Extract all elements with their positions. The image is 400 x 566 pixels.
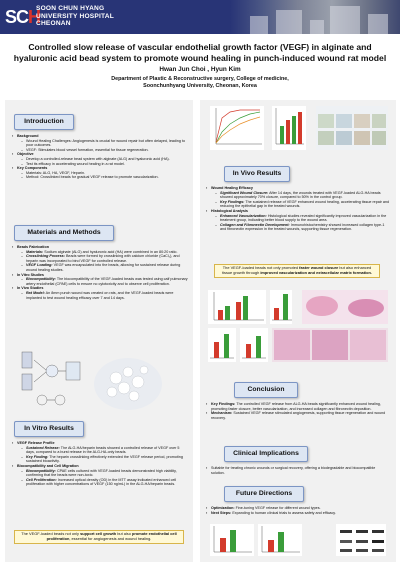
- conclusion-text: ▪ Key Findings: The controlled VEGF release from ALG-HA beads significantly enhanced wound healing, promoting faster closure, better vascularization, and increased collagen and fibronectin deposition. ▪ Mechanism: Sustained VEGF release stimulated angiogenesis, supporting tissue regeneration and wound recovery.: [206, 402, 390, 420]
- collagen-fibronectin-figure: [206, 522, 390, 558]
- protein-expression-figures: [206, 522, 390, 558]
- in-vivo-results-text: ▪ Wound Healing Efficacy – Significant Wound Closure: After 14 days, the wounds treated with VEGF-loaded ALG-HA beads showed approximately 70% closure, compared to 50% in the control group. – Key Findings: The sustained release of VEGF enhanced wound healing, accelerating tissue repair and reducing the epithelial gap in the treated wounds. ▪ Histological Analysis – Enhanced Vascularization: Histological studies revealed significantly improved vascularization in the treatment group, indicating better blood supply to the wound area. – Collagen and Fibronectin Development: Immunohistochemistry showed increased collagen type-1 and fibronectin expression in the treated wounds, supporting tissue regeneration.: [206, 186, 390, 232]
- campus-photo: [230, 0, 400, 34]
- bead-fabrication-figure: [20, 350, 170, 416]
- header-banner: [0, 0, 400, 34]
- hospital-logo: SCH: [5, 7, 41, 27]
- poster-title: Controlled slow release of vascular endothelial growth factor (VEGF) in alginate and hyaluronic acid bead system to promote wound healing in punch-induced wound rat model: [13, 42, 387, 63]
- wound-healing-figure: [206, 288, 390, 364]
- in-vivo-results-heading: In Vivo Results: [224, 166, 290, 182]
- in-vitro-results-heading: In Vitro Results: [14, 421, 84, 437]
- future-directions-text: ▪ Optimization: Fine-tuning VEGF release for different wound types. ▪ Next Steps: Expanding to human clinical trials to assess safety and efficacy.: [206, 506, 390, 515]
- introduction-text: ▪ Background – Wound Healing Challenges: Angiogenesis is crucial for wound repair but often delayed, leading to poor outcomes. – VEGF: Stimulates blood vessel formation, essential for tissue regeneration. ▪ Objective – Develop a controlled-release bead system with alginate (ALG) and hyaluronic acid (HA). – Test its efficacy in accelerating wound healing in a rat model. ▪ Key Components – Materials: ALG, HA, VEGF, Heparin. – Method: Crosslinked beads for gradual VEGF release to promote vascularization.: [12, 134, 188, 180]
- introduction-heading: Introduction: [14, 114, 74, 130]
- methods-text: ▪ Beads Fabrication – Materials: Sodium alginate (ALG) and hyaluronic acid (HA) were combined in an 80:20 ratio. – Crosslinking Process: Beads were formed by crosslinking with calcium chloride (CaCl₂), and heparin was incorporated to bind VEGF for controlled release. – VEGF Loading: VEGF was encapsulated into the beads, allowing for sustained release during wound healing studies. ▪ In Vitro Studies – Biocompatibility: The biocompatibility of the VEGF-loaded beads was tested using calf pulmonary artery endothelial (CPAE) cells to ensure no cytotoxicity and to observe cell proliferation. ▪ In Vivo Studies – Rat Model: An 8mm punch wound was created on rats, and the VEGF-loaded beads were implanted to test wound healing efficacy over 7 and 14 days.: [12, 245, 188, 300]
- in-vivo-summary-box: The VEGF-loaded beads not only promoted faster wound closure but also enhanced tissue growth through improved vascularization and extracellular matrix formation.: [214, 264, 380, 278]
- fabrication-schematic: [20, 350, 170, 416]
- in-vitro-results-text: ▪ VEGF Release Profile – Sustained Release: The ALG-HA/heparin beads showed a controlled release of VEGF over 5 days, compared to a burst release in the ALG-HA-only beads. – Key Finding: The heparin crosslinking effectively extended the VEGF release period, promoting sustained bioactivity. ▪ Biocompatibility and Cell Migration – Biocompatibility: CPAE cells cultured with VEGF-loaded beads demonstrated high viability, confirming that the beads were non-toxic. – Cell Proliferation: Increased optical density (OD) in the MTT assay indicated enhanced cell proliferation with higher concentrations of VEGF (150 ng/mL) in the ALG-HA/heparin beads.: [12, 441, 188, 487]
- clinical-implications-heading: Clinical Implications: [224, 446, 308, 462]
- poster-affiliation: Department of Plastic & Reconstructive surgery, College of medicine, Soonchunhyang University, Cheonan, Korea: [111, 76, 289, 89]
- methods-heading: Materials and Methods: [14, 225, 114, 241]
- future-directions-heading: Future Directions: [224, 486, 304, 502]
- in-vitro-summary-box: The VEGF-loaded beads not only support cell growth but also promote endothelial cell proliferation, essential for angiogenesis and wound healing.: [14, 530, 184, 544]
- poster-authors: Hwan Jun Choi , Hyun Kim: [159, 66, 241, 73]
- university-name: SOON CHUN HYANG UNIVERSITY HOSPITAL CHEONAN: [36, 5, 114, 28]
- clinical-implications-text: ▪ Suitable for treating chronic wounds or surgical recovery, offering a biodegradable and biocompatible solution.: [206, 466, 390, 475]
- in-vivo-figures: [206, 288, 390, 364]
- release-profile-figures: [206, 104, 390, 164]
- vegf-release-figure: [206, 104, 390, 164]
- conclusion-heading: Conclusion: [234, 382, 298, 398]
